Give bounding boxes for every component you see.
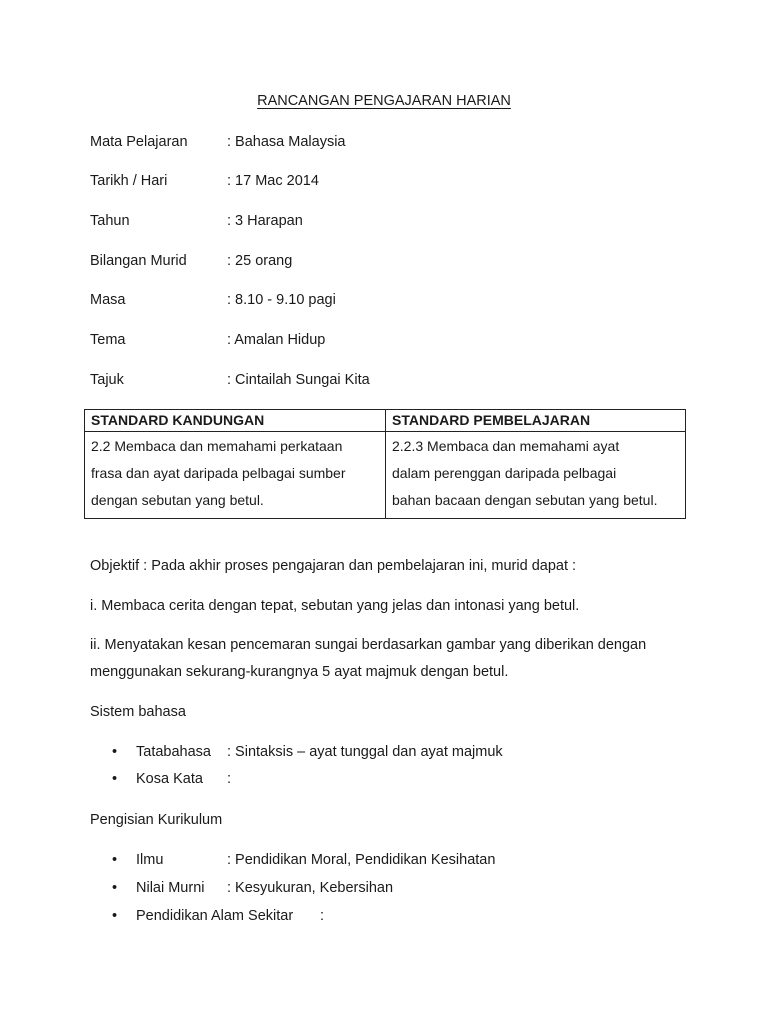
header-standard-kandungan: STANDARD KANDUNGAN — [85, 410, 386, 432]
cell-line: dengan sebutan yang betul. — [91, 492, 264, 508]
info-label: Mata Pelajaran — [90, 134, 188, 150]
list-item-value: : Sintaksis – ayat tunggal dan ayat majmuk — [227, 744, 503, 760]
list-item-value: : Pendidikan Moral, Pendidikan Kesihatan — [227, 852, 496, 868]
page-title-text: RANCANGAN PENGAJARAN HARIAN — [257, 93, 511, 109]
objektif-item-1: i. Membaca cerita dengan tepat, sebutan yang jelas dan intonasi yang betul. — [90, 598, 580, 614]
list-item-label: Pendidikan Alam Sekitar — [136, 908, 294, 924]
header-standard-pembelajaran: STANDARD PEMBELAJARAN — [386, 410, 686, 432]
list-item-label: Nilai Murni — [136, 880, 205, 896]
list-item-label: Kosa Kata — [136, 771, 203, 787]
bullet-icon: • — [112, 744, 118, 760]
objektif-intro: Objektif : Pada akhir proses pengajaran dan pembelajaran ini, murid dapat : — [90, 558, 577, 574]
cell-line: 2.2.3 Membaca dan memahami ayat — [392, 438, 620, 454]
cell-standard-kandungan — [85, 432, 386, 519]
standards-table — [84, 409, 686, 519]
list-item-label: Ilmu — [136, 852, 164, 868]
info-value: : Amalan Hidup — [227, 332, 326, 348]
cell-line: bahan bacaan dengan sebutan yang betul. — [392, 492, 658, 508]
table-header-row — [85, 410, 686, 432]
list-item-value: : — [227, 771, 232, 787]
info-label: Bilangan Murid — [90, 253, 187, 269]
info-value: : 25 orang — [227, 253, 293, 269]
list-item-label: Tatabahasa — [136, 744, 211, 760]
cell-line: frasa dan ayat daripada pelbagai sumber — [91, 465, 346, 481]
table-row — [85, 432, 686, 519]
objektif-item-2-line-1: ii. Menyatakan kesan pencemaran sungai berdasarkan gambar yang diberikan dengan — [90, 637, 647, 653]
info-label: Tajuk — [90, 372, 124, 388]
bullet-icon: • — [112, 908, 118, 924]
info-value: : Cintailah Sungai Kita — [227, 372, 370, 388]
info-value: : 3 Harapan — [227, 213, 303, 229]
page-title — [0, 93, 768, 109]
info-value: : 17 Mac 2014 — [227, 173, 319, 189]
cell-line: 2.2 Membaca dan memahami perkataan — [91, 438, 343, 454]
pengisian-kurikulum-heading: Pengisian Kurikulum — [90, 812, 223, 828]
bullet-icon: • — [112, 880, 118, 896]
list-item-value: : Kesyukuran, Kebersihan — [227, 880, 394, 896]
objektif-item-2-line-2: menggunakan sekurang-kurangnya 5 ayat majmuk dengan betul. — [90, 664, 509, 680]
sistem-bahasa-heading: Sistem bahasa — [90, 704, 186, 720]
info-label: Tarikh / Hari — [90, 173, 168, 189]
info-label: Tema — [90, 332, 126, 348]
info-value: : 8.10 - 9.10 pagi — [227, 292, 336, 308]
info-label: Masa — [90, 292, 126, 308]
bullet-icon: • — [112, 852, 118, 868]
list-item-value: : — [320, 908, 325, 924]
objektif-item-2 — [90, 632, 646, 686]
cell-line: dalam perenggan daripada pelbagai — [392, 465, 617, 481]
bullet-icon: • — [112, 771, 118, 787]
info-value: : Bahasa Malaysia — [227, 134, 346, 150]
cell-standard-pembelajaran — [386, 432, 686, 519]
info-label: Tahun — [90, 213, 130, 229]
